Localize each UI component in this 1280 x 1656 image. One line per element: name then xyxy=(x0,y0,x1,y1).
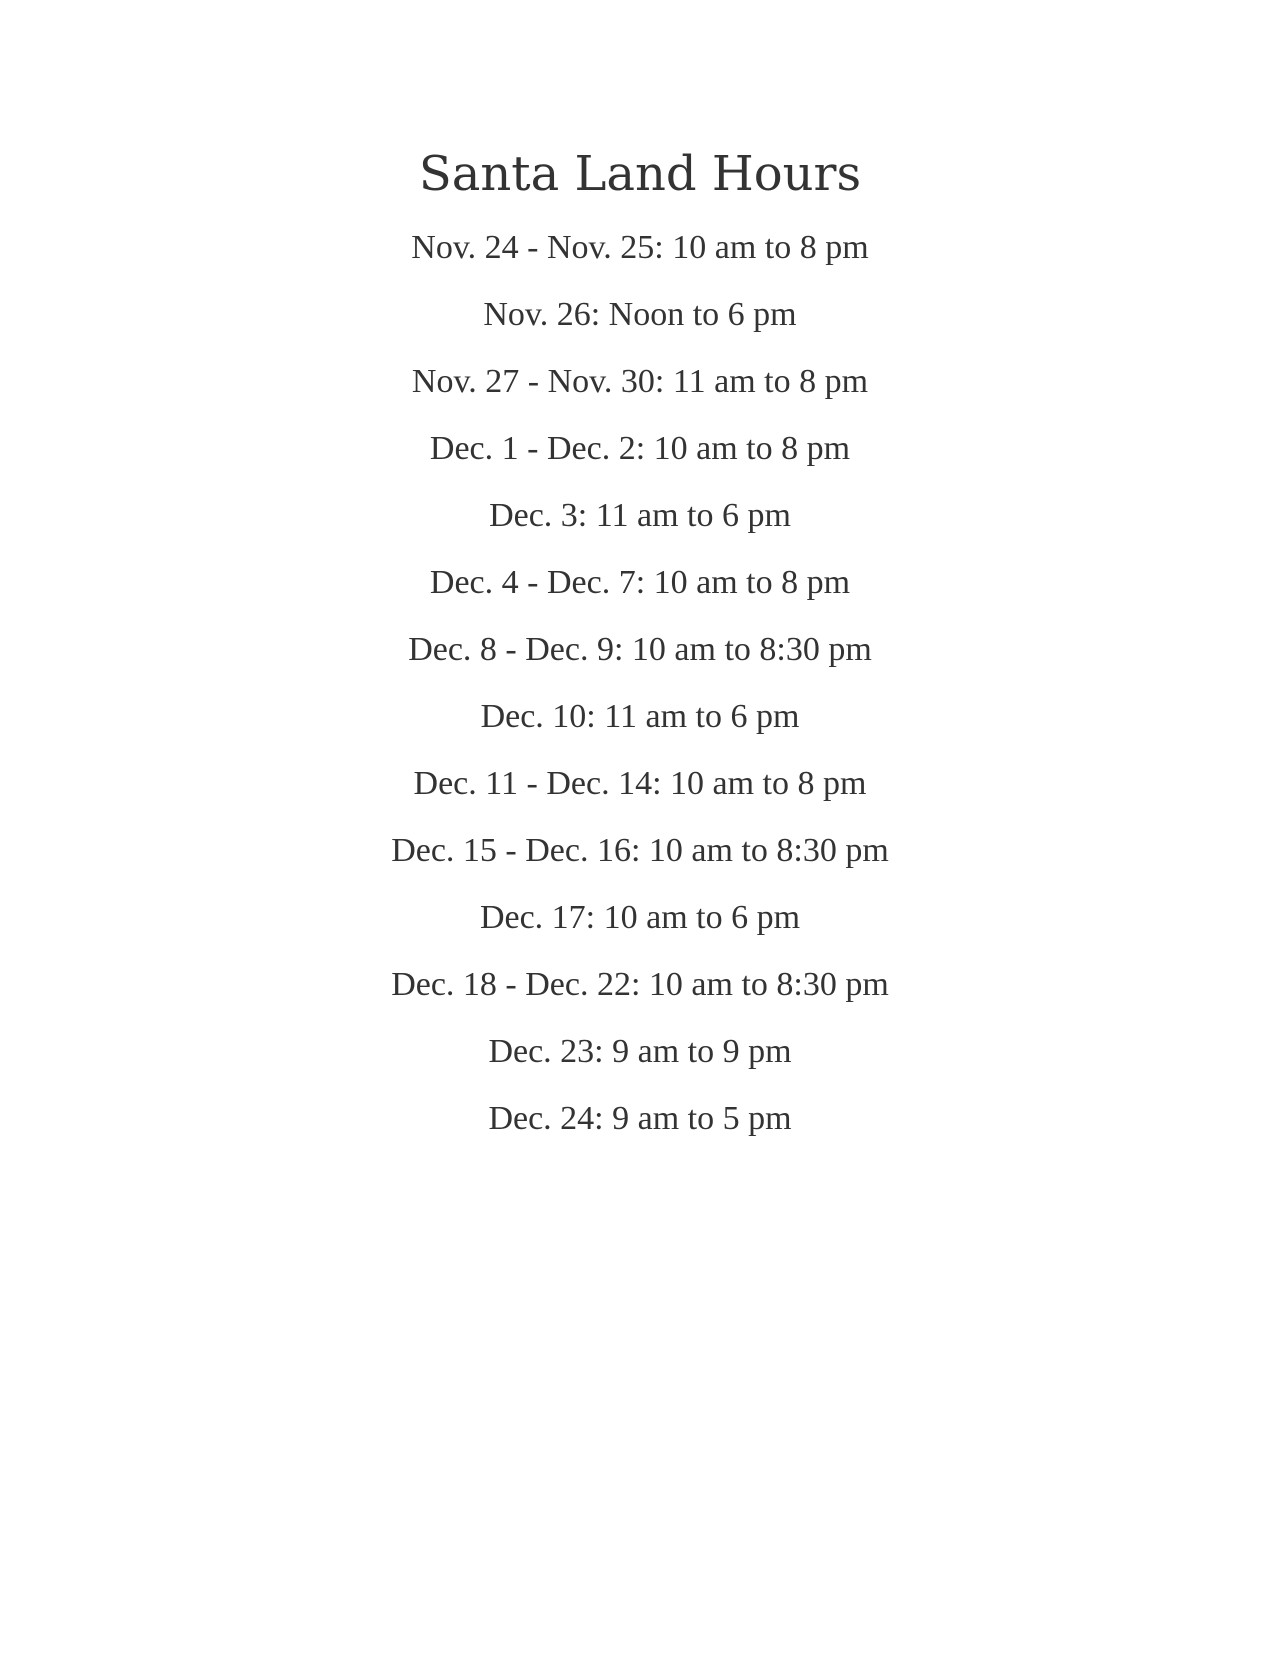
hours-row: Dec. 11 - Dec. 14: 10 am to 8 pm xyxy=(413,765,867,802)
hours-row: Dec. 1 - Dec. 2: 10 am to 8 pm xyxy=(429,430,851,467)
hours-list xyxy=(0,228,1280,1166)
hours-row: Nov. 27 - Nov. 30: 11 am to 8 pm xyxy=(411,363,869,400)
hours-row: Dec. 24: 9 am to 5 pm xyxy=(488,1100,792,1137)
hours-row: Dec. 17: 10 am to 6 pm xyxy=(479,899,801,936)
hours-row: Nov. 24 - Nov. 25: 10 am to 8 pm xyxy=(411,229,869,266)
hours-row: Nov. 26: Noon to 6 pm xyxy=(483,296,797,333)
hours-row: Dec. 18 - Dec. 22: 10 am to 8:30 pm xyxy=(391,966,889,1003)
page-title: Santa Land Hours xyxy=(418,146,862,202)
hours-row: Dec. 23: 9 am to 9 pm xyxy=(488,1033,792,1070)
hours-row: Dec. 15 - Dec. 16: 10 am to 8:30 pm xyxy=(391,832,889,869)
hours-row: Dec. 8 - Dec. 9: 10 am to 8:30 pm xyxy=(408,631,872,668)
hours-row: Dec. 4 - Dec. 7: 10 am to 8 pm xyxy=(429,564,851,601)
hours-row: Dec. 10: 11 am to 6 pm xyxy=(480,698,800,735)
hours-row: Dec. 3: 11 am to 6 pm xyxy=(489,497,791,534)
